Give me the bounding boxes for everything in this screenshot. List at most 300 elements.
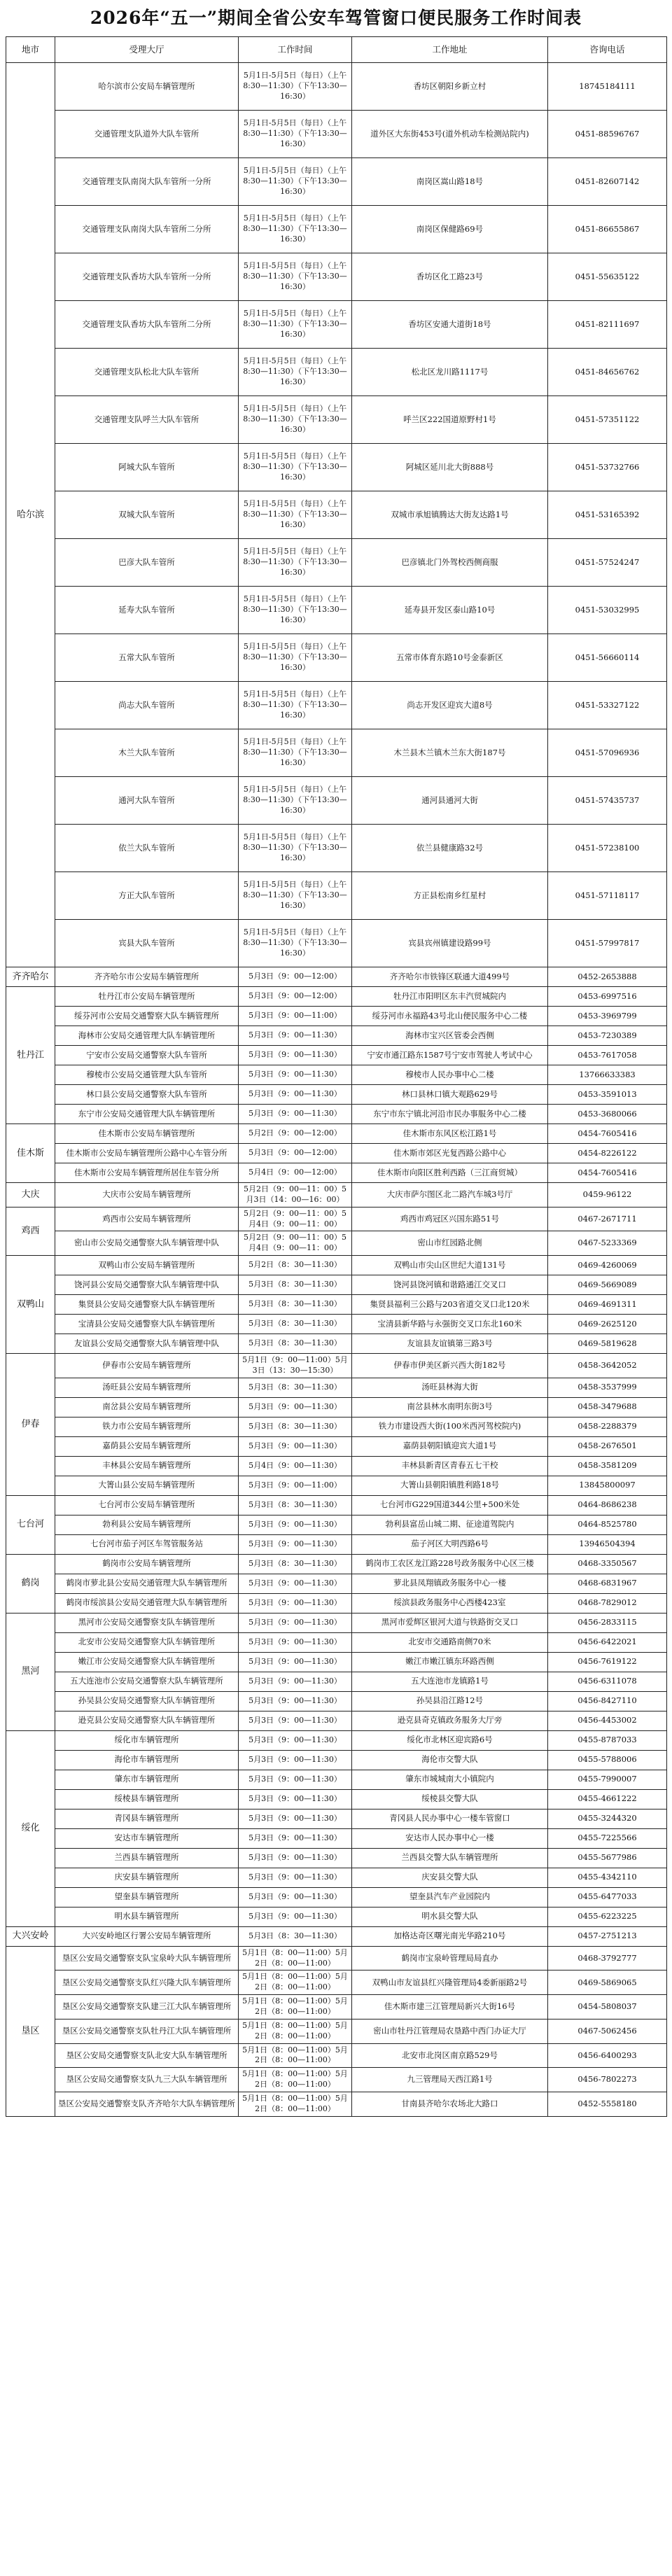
office-cell: 汤旺县公安局车辆管理所 <box>55 1378 239 1397</box>
office-cell: 宝清县公安局交通警察大队车辆管理所 <box>55 1315 239 1334</box>
address-cell: 汤旺县林海大街 <box>352 1378 548 1397</box>
hours-cell: 5月3日（9：00—11:30） <box>239 1730 352 1750</box>
address-cell: 宁安市通江路东1587号宁安市驾驶人考试中心 <box>352 1046 548 1065</box>
address-cell: 延寿县开发区泰山路10号 <box>352 587 548 634</box>
hours-cell: 5月1日-5月5日（每日）（上午8:30—11:30）（下午13:30—16:30） <box>239 63 352 111</box>
office-cell: 饶河县公安局交通警察大队车辆管理中队 <box>55 1275 239 1295</box>
table-row <box>6 1652 667 1672</box>
address-cell: 勃利县富岳山城二期、征途道驾院内 <box>352 1515 548 1534</box>
address-cell: 香坊区安通大道街18号 <box>352 301 548 349</box>
phone-cell: 18745184111 <box>548 63 667 111</box>
phone-cell: 13766633383 <box>548 1065 667 1085</box>
phone-cell: 0451-56660114 <box>548 634 667 682</box>
phone-cell: 0469-4260069 <box>548 1256 667 1275</box>
hours-cell: 5月3日（9：00—11:30） <box>239 1711 352 1730</box>
hours-cell: 5月3日（8：30—11:30） <box>239 1417 352 1436</box>
hours-cell: 5月1日（8：00—11:00）5月2日（8：00—11:00） <box>239 2068 352 2092</box>
office-cell: 佳木斯市公安局车辆管理所居住车管分所 <box>55 1163 239 1183</box>
phone-cell: 0455-4342110 <box>548 1868 667 1887</box>
phone-cell: 0467-5233369 <box>548 1231 667 1256</box>
address-cell: 铁力市建设西大街(100米西河驾校院内) <box>352 1417 548 1436</box>
table-row <box>6 301 667 349</box>
hours-cell: 5月1日-5月5日（每日）（上午8:30—11:30）（下午13:30—16:30） <box>239 301 352 349</box>
table-row <box>6 1007 667 1026</box>
address-cell: 嘉荫县朝阳镇迎宾大道1号 <box>352 1436 548 1456</box>
office-cell: 鹤岗市绥滨县公安局交通管理大队车辆管理所 <box>55 1593 239 1613</box>
address-cell: 宾县宾州镇建设路99号 <box>352 920 548 967</box>
city-cell: 大兴安岭 <box>6 1926 55 1946</box>
phone-cell: 0454-7605416 <box>548 1163 667 1183</box>
hours-cell: 5月1日（8：00—11:00）5月2日（8：00—11:00） <box>239 2043 352 2068</box>
hours-cell: 5月3日（8：30—11:30） <box>239 1378 352 1397</box>
table-row <box>6 1730 667 1750</box>
phone-cell: 0451-57997817 <box>548 920 667 967</box>
table-row <box>6 1378 667 1397</box>
table-row <box>6 872 667 920</box>
city-cell: 鸡西 <box>6 1207 55 1255</box>
phone-cell: 0452-5558180 <box>548 2092 667 2116</box>
hours-cell: 5月2日（8：30—11:30） <box>239 1256 352 1275</box>
phone-cell: 0458-3581209 <box>548 1456 667 1476</box>
table-row <box>6 539 667 587</box>
hours-cell: 5月3日（9：00—11:30） <box>239 1574 352 1593</box>
city-cell: 黑河 <box>6 1613 55 1730</box>
phone-cell: 0458-3537999 <box>548 1378 667 1397</box>
office-cell: 嫩江市公安局交通警察大队车辆管理所 <box>55 1652 239 1672</box>
office-cell: 兰西县车辆管理所 <box>55 1848 239 1868</box>
address-cell: 九三管理局天西江路1号 <box>352 2068 548 2092</box>
table-row <box>6 729 667 777</box>
address-cell: 宝清县新华路与永强街交叉口东北160米 <box>352 1315 548 1334</box>
hours-cell: 5月1日-5月5日（每日）（上午8:30—11:30）（下午13:30—16:30） <box>239 349 352 396</box>
address-cell: 庆安县交警大队 <box>352 1868 548 1887</box>
table-row <box>6 396 667 444</box>
phone-cell: 0451-57118117 <box>548 872 667 920</box>
phone-cell: 0469-5669089 <box>548 1275 667 1295</box>
table-row <box>6 1256 667 1275</box>
address-cell: 林口县林口镇大观路629号 <box>352 1085 548 1105</box>
phone-cell: 0451-53732766 <box>548 444 667 491</box>
office-cell: 集贤县公安局交通警察大队车辆管理所 <box>55 1295 239 1315</box>
office-cell: 宁安市公安局交通警察大队车管所 <box>55 1046 239 1065</box>
office-cell: 五大连池市公安局交通警察大队车辆管理所 <box>55 1672 239 1691</box>
table-row <box>6 1887 667 1907</box>
phone-cell: 0451-55635122 <box>548 253 667 301</box>
hours-cell: 5月1日（9：00—11:00）5月3日（13：30—15:30） <box>239 1354 352 1378</box>
city-cell: 齐齐哈尔 <box>6 967 55 987</box>
address-cell: 双城市承旭镇腾达大街友达路1号 <box>352 491 548 539</box>
table-row <box>6 111 667 158</box>
table-row <box>6 1495 667 1515</box>
hours-cell: 5月3日（9：00—11:30） <box>239 1534 352 1554</box>
table-row <box>6 2019 667 2043</box>
table-header-row <box>6 37 667 63</box>
hours-cell: 5月3日（8：30—11:30） <box>239 1315 352 1334</box>
office-cell: 鸡西市公安局车辆管理所 <box>55 1207 239 1231</box>
hours-cell: 5月3日（9：00—11:30） <box>239 1770 352 1789</box>
phone-cell: 0459-96122 <box>548 1183 667 1208</box>
table-row <box>6 1207 667 1231</box>
address-cell: 方正县松南乡红星村 <box>352 872 548 920</box>
table-row <box>6 682 667 729</box>
phone-cell: 0458-3642052 <box>548 1354 667 1378</box>
address-cell: 穆棱市人民办事中心二楼 <box>352 1065 548 1085</box>
table-row <box>6 1183 667 1208</box>
address-cell: 明水县交警大队 <box>352 1907 548 1926</box>
office-cell: 伊春市公安局车辆管理所 <box>55 1354 239 1378</box>
phone-cell: 0454-7605416 <box>548 1124 667 1144</box>
table-row <box>6 1593 667 1613</box>
table-body <box>6 63 667 2117</box>
office-cell: 依兰大队车管所 <box>55 825 239 872</box>
table-row <box>6 1456 667 1476</box>
table-row <box>6 2068 667 2092</box>
table-row <box>6 1534 667 1554</box>
office-cell: 垦区公安局交通警察支队齐齐哈尔大队车辆管理所 <box>55 2092 239 2116</box>
table-row <box>6 1672 667 1691</box>
hours-cell: 5月1日-5月5日（每日）（上午8:30—11:30）（下午13:30—16:30） <box>239 825 352 872</box>
table-row <box>6 491 667 539</box>
hours-cell: 5月3日（9：00—11:30） <box>239 1750 352 1770</box>
office-cell: 哈尔滨市公安局车辆管理所 <box>55 63 239 111</box>
hours-cell: 5月1日-5月5日（每日）（上午8:30—11:30）（下午13:30—16:30） <box>239 777 352 825</box>
table-row <box>6 1065 667 1085</box>
hours-cell: 5月2日（9：00—12:00） <box>239 1124 352 1144</box>
table-row <box>6 1711 667 1730</box>
table-row <box>6 206 667 253</box>
office-cell: 南岔县公安局车辆管理所 <box>55 1397 239 1417</box>
office-cell: 方正大队车管所 <box>55 872 239 920</box>
hours-cell: 5月3日（9：00—11:30） <box>239 1672 352 1691</box>
address-cell: 茄子河区大明西路6号 <box>352 1534 548 1554</box>
table-row <box>6 2043 667 2068</box>
address-cell: 北安市北岗区南京路529号 <box>352 2043 548 2068</box>
hours-cell: 5月1日-5月5日（每日）（上午8:30—11:30）（下午13:30—16:30） <box>239 682 352 729</box>
phone-cell: 0469-5819628 <box>548 1334 667 1354</box>
office-cell: 黑河市公安局交通警察支队车辆管理所 <box>55 1613 239 1632</box>
address-cell: 黑河市爱辉区银河大道与铁路街交叉口 <box>352 1613 548 1632</box>
office-cell: 交通管理支队道外大队车管所 <box>55 111 239 158</box>
phone-cell: 0455-7225566 <box>548 1828 667 1848</box>
hours-cell: 5月4日（9：00—11:30） <box>239 1456 352 1476</box>
table-row <box>6 1231 667 1256</box>
phone-cell: 0455-6477033 <box>548 1887 667 1907</box>
phone-cell: 0453-3680066 <box>548 1105 667 1124</box>
office-cell: 穆棱市公安局交通管理大队车管所 <box>55 1065 239 1085</box>
phone-cell: 0451-86655867 <box>548 206 667 253</box>
phone-cell: 0451-53327122 <box>548 682 667 729</box>
address-cell: 密山市红园路北侧 <box>352 1231 548 1256</box>
table-row <box>6 1574 667 1593</box>
phone-cell: 0453-3591013 <box>548 1085 667 1105</box>
hours-cell: 5月3日（9：00—11:30） <box>239 1632 352 1652</box>
table-row <box>6 920 667 967</box>
document-page <box>6 0 666 2117</box>
phone-cell: 0456-6400293 <box>548 2043 667 2068</box>
hours-cell: 5月2日（9：00—11：00）5月4日（9：00—11：00） <box>239 1231 352 1256</box>
city-cell: 垦区 <box>6 1946 55 2116</box>
office-cell: 青冈县车辆管理所 <box>55 1809 239 1828</box>
hours-cell: 5月3日（9：00—11:30） <box>239 1809 352 1828</box>
office-cell: 大箐山县公安局车辆管理所 <box>55 1476 239 1495</box>
address-cell: 鹤岗市宝泉岭管理局局直办 <box>352 1946 548 1970</box>
office-cell: 七台河市茄子河区车驾管服务站 <box>55 1534 239 1554</box>
hours-cell: 5月1日-5月5日（每日）（上午8:30—11:30）（下午13:30—16:30） <box>239 158 352 206</box>
phone-cell: 0451-84656762 <box>548 349 667 396</box>
table-row <box>6 1397 667 1417</box>
office-cell: 鹤岗市萝北县公安局交通管理大队车辆管理所 <box>55 1574 239 1593</box>
hours-cell: 5月3日（9：00—11:30） <box>239 1593 352 1613</box>
table-row <box>6 1334 667 1354</box>
office-cell: 垦区公安局交通警察支队建三江大队车辆管理所 <box>55 1995 239 2019</box>
address-cell: 鸡西市鸡冠区兴国东路51号 <box>352 1207 548 1231</box>
city-cell: 绥化 <box>6 1730 55 1926</box>
hours-cell: 5月3日（9：00—11:30） <box>239 1046 352 1065</box>
table-row <box>6 634 667 682</box>
office-cell: 交通管理支队南岗大队车管所一分所 <box>55 158 239 206</box>
office-cell: 垦区公安局交通警察支队九三大队车辆管理所 <box>55 2068 239 2092</box>
office-cell: 绥棱县车辆管理所 <box>55 1789 239 1809</box>
address-cell: 尚志开发区迎宾大道8号 <box>352 682 548 729</box>
hours-cell: 5月3日（9：00—11:30） <box>239 1848 352 1868</box>
table-row <box>6 1144 667 1163</box>
office-cell: 佳木斯市公安局车辆管理所公路中心车管分所 <box>55 1144 239 1163</box>
phone-cell: 0451-82111697 <box>548 301 667 349</box>
phone-cell: 0451-57524247 <box>548 539 667 587</box>
office-cell: 望奎县车辆管理所 <box>55 1887 239 1907</box>
phone-cell: 0453-6997516 <box>548 987 667 1007</box>
table-row <box>6 967 667 987</box>
hours-cell: 5月3日（9：00—11:30） <box>239 1065 352 1085</box>
hours-cell: 5月3日（9：00—11:00） <box>239 1007 352 1026</box>
phone-cell: 0469-2625120 <box>548 1315 667 1334</box>
hours-cell: 5月3日（8：30—11:30） <box>239 1275 352 1295</box>
table-row <box>6 1868 667 1887</box>
table-row <box>6 825 667 872</box>
office-cell: 通河大队车管所 <box>55 777 239 825</box>
office-cell: 铁力市公安局车辆管理所 <box>55 1417 239 1436</box>
table-row <box>6 2092 667 2116</box>
hours-cell: 5月3日（9：00—11:30） <box>239 1105 352 1124</box>
office-cell: 牡丹江市公安局车辆管理所 <box>55 987 239 1007</box>
office-cell: 双城大队车管所 <box>55 491 239 539</box>
address-cell: 佳木斯市东风区松江路1号 <box>352 1124 548 1144</box>
hours-cell: 5月1日（8：00—11:00）5月2日（8：00—11:00） <box>239 2092 352 2116</box>
hours-cell: 5月1日-5月5日（每日）（上午8:30—11:30）（下午13:30—16:30） <box>239 206 352 253</box>
office-cell: 垦区公安局交通警察支队红兴隆大队车辆管理所 <box>55 1970 239 1995</box>
header-office: 受理大厅 <box>55 37 239 63</box>
office-cell: 巴彦大队车管所 <box>55 539 239 587</box>
address-cell: 萝北县凤翔镇政务服务中心一楼 <box>352 1574 548 1593</box>
address-cell: 阿城区延川北大街888号 <box>352 444 548 491</box>
office-cell: 肇东市车辆管理所 <box>55 1770 239 1789</box>
phone-cell: 0455-6223225 <box>548 1907 667 1926</box>
city-cell: 伊春 <box>6 1354 55 1496</box>
address-cell: 兰西县交警大队车辆管理所 <box>352 1848 548 1868</box>
hours-cell: 5月3日（9：00—11:30） <box>239 1652 352 1672</box>
table-row <box>6 1105 667 1124</box>
phone-cell: 0468-7829012 <box>548 1593 667 1613</box>
office-cell: 阿城大队车管所 <box>55 444 239 491</box>
address-cell: 通河县通河大街 <box>352 777 548 825</box>
address-cell: 香坊区化工路23号 <box>352 253 548 301</box>
address-cell: 五常市体育东路10号金泰新区 <box>352 634 548 682</box>
city-cell: 七台河 <box>6 1495 55 1554</box>
phone-cell: 0464-8686238 <box>548 1495 667 1515</box>
phone-cell: 0455-5677986 <box>548 1848 667 1868</box>
address-cell: 呼兰区222国道原野村1号 <box>352 396 548 444</box>
table-row <box>6 1809 667 1828</box>
city-cell: 双鸭山 <box>6 1256 55 1354</box>
hours-cell: 5月1日-5月5日（每日）（上午8:30—11:30）（下午13:30—16:30） <box>239 444 352 491</box>
hours-cell: 5月3日（8：30—11:30） <box>239 1554 352 1574</box>
address-cell: 密山市牡丹江管理局农垦路中西门办证大厅 <box>352 2019 548 2043</box>
phone-cell: 0456-2833115 <box>548 1613 667 1632</box>
phone-cell: 0468-3792777 <box>548 1946 667 1970</box>
address-cell: 双鸭山市友谊县红兴隆管理局4委新丽路2号 <box>352 1970 548 1995</box>
hours-cell: 5月3日（8：30—11:30） <box>239 1334 352 1354</box>
phone-cell: 0456-6311078 <box>548 1672 667 1691</box>
phone-cell: 0453-7617058 <box>548 1046 667 1065</box>
city-cell: 大庆 <box>6 1183 55 1208</box>
hours-cell: 5月3日（9：00—11:30） <box>239 1026 352 1046</box>
hours-cell: 5月3日（9：00—12:00） <box>239 987 352 1007</box>
address-cell: 道外区大东街453号(道外机动车检测站院内) <box>352 111 548 158</box>
office-cell: 孙吴县公安局交通警察大队车辆管理所 <box>55 1691 239 1711</box>
phone-cell: 0455-3244320 <box>548 1809 667 1828</box>
phone-cell: 0451-57435737 <box>548 777 667 825</box>
office-cell: 勃利县公安局车辆管理所 <box>55 1515 239 1534</box>
address-cell: 肇东市城城南大小镇院内 <box>352 1770 548 1789</box>
table-row <box>6 1163 667 1183</box>
city-cell: 佳木斯 <box>6 1124 55 1183</box>
hours-cell: 5月3日（9：00—11:30） <box>239 1691 352 1711</box>
hours-cell: 5月3日（9：00—11:30） <box>239 1613 352 1632</box>
table-row <box>6 444 667 491</box>
office-cell: 七台河市公安局车辆管理所 <box>55 1495 239 1515</box>
table-row <box>6 1970 667 1995</box>
table-row <box>6 1828 667 1848</box>
phone-cell: 0457-2751213 <box>548 1926 667 1946</box>
schedule-table <box>6 36 667 2117</box>
office-cell: 北安市公安局交通警察大队车辆管理所 <box>55 1632 239 1652</box>
address-cell: 佳木斯市建三江管理局新兴大街16号 <box>352 1995 548 2019</box>
address-cell: 大庆市萨尔图区北二路汽车城3号厅 <box>352 1183 548 1208</box>
table-row <box>6 1026 667 1046</box>
phone-cell: 0456-7619122 <box>548 1652 667 1672</box>
address-cell: 佳木斯市郊区光复西路公路中心 <box>352 1144 548 1163</box>
header-city: 地市 <box>6 37 55 63</box>
table-row <box>6 1750 667 1770</box>
address-cell: 大箐山县朝阳镇胜利路18号 <box>352 1476 548 1495</box>
phone-cell: 0458-2288379 <box>548 1417 667 1436</box>
hours-cell: 5月3日（9：00—12:00） <box>239 1144 352 1163</box>
address-cell: 甘南县齐哈尔农场北大路口 <box>352 2092 548 2116</box>
table-row <box>6 253 667 301</box>
address-cell: 齐齐哈尔市铁锋区联通大道499号 <box>352 967 548 987</box>
header-phone: 咨询电话 <box>548 37 667 63</box>
office-cell: 绥芬河市公安局交通警察大队车辆管理所 <box>55 1007 239 1026</box>
office-cell: 垦区公安局交通警察支队牡丹江大队车辆管理所 <box>55 2019 239 2043</box>
office-cell: 友谊县公安局交通警察大队车辆管理中队 <box>55 1334 239 1354</box>
address-cell: 集贤县福利三公路与203省道交叉口北120米 <box>352 1295 548 1315</box>
address-cell: 绥化市北林区迎宾路6号 <box>352 1730 548 1750</box>
office-cell: 双鸭山市公安局车辆管理所 <box>55 1256 239 1275</box>
address-cell: 五大连池市龙镇路1号 <box>352 1672 548 1691</box>
hours-cell: 5月1日-5月5日（每日）（上午8:30—11:30）（下午13:30—16:30） <box>239 111 352 158</box>
hours-cell: 5月3日（9：00—11:30） <box>239 1397 352 1417</box>
table-row <box>6 63 667 111</box>
office-cell: 垦区公安局交通警察支队北安大队车辆管理所 <box>55 2043 239 2068</box>
hours-cell: 5月3日（8：30—11:30） <box>239 1926 352 1946</box>
hours-cell: 5月1日-5月5日（每日）（上午8:30—11:30）（下午13:30—16:30） <box>239 920 352 967</box>
office-cell: 齐齐哈尔市公安局车辆管理所 <box>55 967 239 987</box>
phone-cell: 0453-7230389 <box>548 1026 667 1046</box>
hours-cell: 5月1日（8：00—11:00）5月2日（8：00—11:00） <box>239 2019 352 2043</box>
office-cell: 丰林县公安局车辆管理所 <box>55 1456 239 1476</box>
table-row <box>6 987 667 1007</box>
address-cell: 鹤岗市工农区龙江路228号政务服务中心区三楼 <box>352 1554 548 1574</box>
address-cell: 加格达奇区曙光南光华路210号 <box>352 1926 548 1946</box>
phone-cell: 0454-5808037 <box>548 1995 667 2019</box>
hours-cell: 5月3日（9：00—11:30） <box>239 1868 352 1887</box>
office-cell: 交通管理支队香坊大队车管所二分所 <box>55 301 239 349</box>
address-cell: 安达市人民办事中心一楼 <box>352 1828 548 1848</box>
phone-cell: 0455-7990007 <box>548 1770 667 1789</box>
phone-cell: 0458-3479688 <box>548 1397 667 1417</box>
phone-cell: 0467-2671711 <box>548 1207 667 1231</box>
phone-cell: 0451-57238100 <box>548 825 667 872</box>
page-title: 2026年“五一”期间全省公安车驾管窗口便民服务工作时间表 <box>90 8 582 28</box>
office-cell: 海林市公安局交通管理大队车辆管理所 <box>55 1026 239 1046</box>
table-row <box>6 1691 667 1711</box>
table-row <box>6 1632 667 1652</box>
address-cell: 东宁市东宁镇北河沿市民办事服务中心二楼 <box>352 1105 548 1124</box>
address-cell: 逊克县奇克镇政务服务大厅旁 <box>352 1711 548 1730</box>
address-cell: 望奎县汽车产业园院内 <box>352 1887 548 1907</box>
address-cell: 香坊区朝阳乡新立村 <box>352 63 548 111</box>
office-cell: 五常大队车管所 <box>55 634 239 682</box>
address-cell: 青冈县人民办事中心一楼车管窗口 <box>352 1809 548 1828</box>
header-address: 工作地址 <box>352 37 548 63</box>
table-row <box>6 1907 667 1926</box>
address-cell: 南岗区嵩山路18号 <box>352 158 548 206</box>
address-cell: 南岗区保健路69号 <box>352 206 548 253</box>
office-cell: 宾县大队车管所 <box>55 920 239 967</box>
address-cell: 海伦市交警大队 <box>352 1750 548 1770</box>
hours-cell: 5月1日（8：00—11:00）5月2日（8：00—11:00） <box>239 1995 352 2019</box>
hours-cell: 5月1日-5月5日（每日）（上午8:30—11:30）（下午13:30—16:30） <box>239 587 352 634</box>
address-cell: 海林市宝兴区管委会西侧 <box>352 1026 548 1046</box>
phone-cell: 0467-5062456 <box>548 2019 667 2043</box>
table-row <box>6 1417 667 1436</box>
table-row <box>6 1926 667 1946</box>
city-cell: 哈尔滨 <box>6 63 55 967</box>
hours-cell: 5月1日-5月5日（每日）（上午8:30—11:30）（下午13:30—16:30） <box>239 491 352 539</box>
table-row <box>6 1613 667 1632</box>
address-cell: 依兰县健康路32号 <box>352 825 548 872</box>
phone-cell: 0456-6422021 <box>548 1632 667 1652</box>
address-cell: 松北区龙川路1117号 <box>352 349 548 396</box>
hours-cell: 5月1日（8：00—11:00）5月2日（8：00—11:00） <box>239 1946 352 1970</box>
phone-cell: 13946504394 <box>548 1534 667 1554</box>
city-cell: 牡丹江 <box>6 987 55 1124</box>
hours-cell: 5月3日（9：00—11:30） <box>239 1828 352 1848</box>
phone-cell: 0455-5788006 <box>548 1750 667 1770</box>
phone-cell: 0458-2676501 <box>548 1436 667 1456</box>
phone-cell: 0469-5869065 <box>548 1970 667 1995</box>
hours-cell: 5月1日-5月5日（每日）（上午8:30—11:30）（下午13:30—16:30） <box>239 634 352 682</box>
